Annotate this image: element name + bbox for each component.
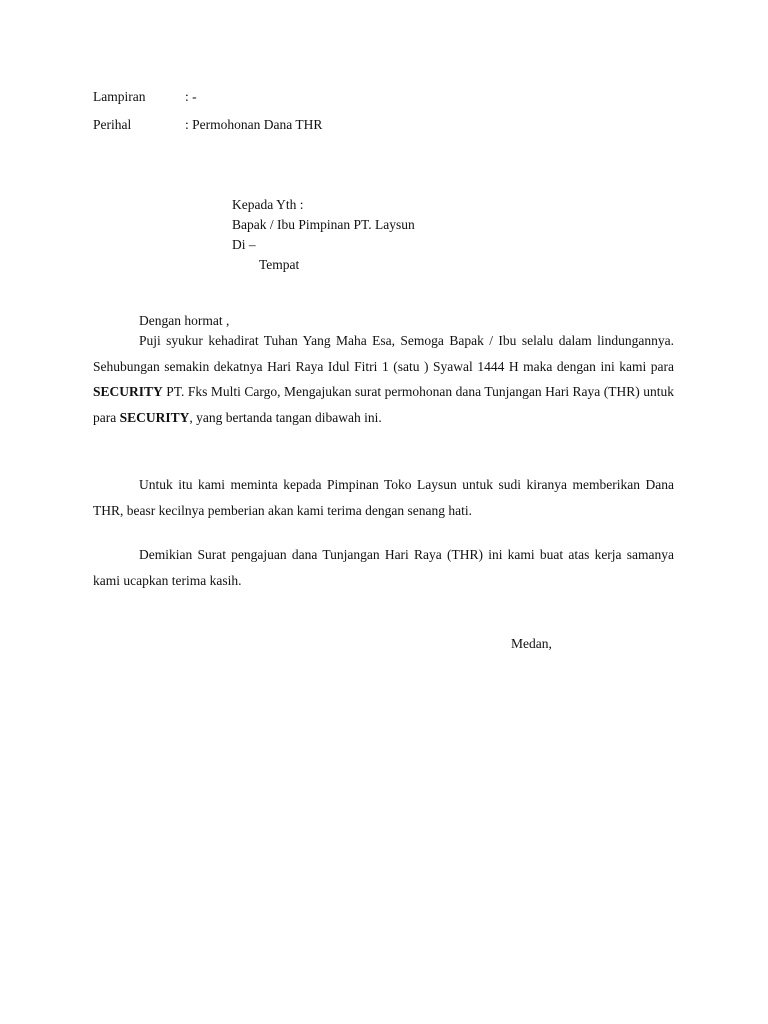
signoff-city: Medan, xyxy=(511,636,552,651)
paragraph-3: Demikian Surat pengajuan dana Tunjangan Hari Raya (THR) ini kami buat atas kerja samanya kami ucapkan terima kasih. xyxy=(93,547,674,588)
perihal-value: : Permohonan Dana THR xyxy=(185,117,323,132)
recipient-line-kepada: Kepada Yth : xyxy=(232,197,304,212)
paragraph-2: Untuk itu kami meminta kepada Pimpinan Toko Laysun untuk sudi kiranya memberikan Dana THR, beasr kecilnya pemberian akan kami terima dengan senang hati. xyxy=(93,477,674,518)
paragraph-1-part-c: PT. Fks Multi Cargo, Mengajukan surat permohonan dana Tunjangan Hari Raya (THR) untuk para xyxy=(93,384,674,425)
lampiran-value: : - xyxy=(185,89,197,104)
paragraph-1-part-e: , yang bertanda tangan dibawah ini. xyxy=(189,409,382,425)
paragraph-1-part-a: Puji syukur kehadirat Tuhan Yang Maha Esa, Semoga Bapak / Ibu selalu dalam lindungannya. Sehubungan semakin dekatnya Hari Raya Idul Fitri 1 (satu ) Syawal 1444 H maka dengan ini kami para xyxy=(93,333,674,374)
perihal-label: Perihal xyxy=(93,117,132,132)
recipient-line-tempat: Tempat xyxy=(259,257,300,272)
security-bold-2: SECURITY xyxy=(119,409,190,425)
recipient-line-name: Bapak / Ibu Pimpinan PT. Laysun xyxy=(232,217,415,232)
lampiran-label: Lampiran xyxy=(93,89,146,104)
paragraph-1 xyxy=(93,328,674,430)
recipient-block xyxy=(232,197,415,277)
salutation: Dengan hormat , xyxy=(139,313,230,328)
recipient-line-di: Di – xyxy=(232,237,256,252)
security-bold-1: SECURITY xyxy=(93,384,163,399)
